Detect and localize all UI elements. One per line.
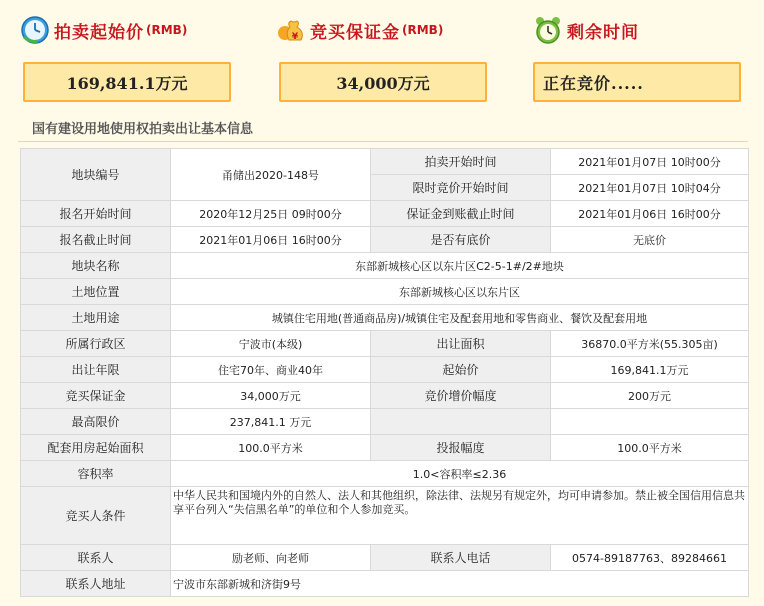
table-row: [21, 409, 749, 435]
table-row: [21, 201, 749, 227]
name-value: 东部新城核心区以东片区C2-5-1#/2#地块: [171, 253, 749, 279]
clock-icon: [20, 15, 50, 45]
start-price-label: 拍卖起始价: [54, 22, 144, 43]
housing-value: 100.0平方米: [171, 435, 371, 461]
limited-start-value: 2021年01月07日 10时04分: [551, 175, 749, 201]
start-price-row-value: 169,841.1万元: [551, 357, 749, 383]
empty-cell: [371, 409, 551, 435]
reg-end-value: 2021年01月06日 16时00分: [171, 227, 371, 253]
table-row: [21, 383, 749, 409]
svg-text:¥: ¥: [291, 32, 299, 42]
plot-no-label: 地块编号: [21, 149, 171, 201]
remaining-block: [533, 0, 644, 93]
deposit-deadline-value: 2021年01月06日 16时00分: [551, 201, 749, 227]
auction-start-label: 拍卖开始时间: [371, 149, 551, 175]
far-value: 1.0<容积率≤2.36: [171, 461, 749, 487]
table-row: [21, 487, 749, 545]
reserve-label: 是否有底价: [371, 227, 551, 253]
contact-label: 联系人: [21, 545, 171, 571]
auction-start-value: 2021年01月07日 10时00分: [551, 149, 749, 175]
conditions-value: 中华人民共和国境内外的自然人、法人和其他组织，除法律、法规另有规定外，均可申请参加。禁止被全国信用信息共享平台列入“失信黑名单”的单位和个人参加竞买。: [171, 487, 749, 545]
table-row: [21, 305, 749, 331]
housing-label: 配套用房起始面积: [21, 435, 171, 461]
deposit-unit: (RMB): [402, 23, 444, 37]
reg-end-label: 报名截止时间: [21, 227, 171, 253]
address-value: 宁波市东部新城和济街9号: [171, 571, 749, 597]
increment-label: 竞价增价幅度: [371, 383, 551, 409]
phone-value: 0574-89187763、89284661: [551, 545, 749, 571]
reserve-value: 无底价: [551, 227, 749, 253]
far-label: 容积率: [21, 461, 171, 487]
remaining-value: 正在竞价.....: [533, 62, 741, 102]
table-row: [21, 227, 749, 253]
location-label: 土地位置: [21, 279, 171, 305]
area-label: 出让面积: [371, 331, 551, 357]
max-price-value: 237,841.1 万元: [171, 409, 371, 435]
area-value: 36870.0平方米(55.305亩): [551, 331, 749, 357]
summary-bar: [0, 0, 764, 110]
bid-increment-value: 100.0平方米: [551, 435, 749, 461]
phone-label: 联系人电话: [371, 545, 551, 571]
increment-value: 200万元: [551, 383, 749, 409]
table-row: [21, 357, 749, 383]
section-title: 国有建设用地使用权拍卖出让基本信息: [18, 114, 748, 142]
plot-no-value: 甬储出2020-148号: [171, 149, 371, 201]
alarm-clock-icon: [533, 15, 563, 45]
reg-start-label: 报名开始时间: [21, 201, 171, 227]
deposit-deadline-label: 保证金到账截止时间: [371, 201, 551, 227]
money-bag-icon: [276, 15, 306, 45]
deposit-row-label: 竞买保证金: [21, 383, 171, 409]
district-label: 所属行政区: [21, 331, 171, 357]
start-price-value: 169,841.1万元: [23, 62, 231, 102]
empty-cell: [551, 409, 749, 435]
table-row: [21, 461, 749, 487]
table-row: [21, 435, 749, 461]
reg-start-value: 2020年12月25日 09时00分: [171, 201, 371, 227]
limited-start-label: 限时竞价开始时间: [371, 175, 551, 201]
bid-increment-label: 投报幅度: [371, 435, 551, 461]
term-label: 出让年限: [21, 357, 171, 383]
use-label: 土地用途: [21, 305, 171, 331]
start-price-block: [20, 0, 188, 93]
table-row: [21, 331, 749, 357]
term-value: 住宅70年、商业40年: [171, 357, 371, 383]
contact-value: 励老师、向老师: [171, 545, 371, 571]
deposit-value: 34,000万元: [279, 62, 487, 102]
start-price-row-label: 起始价: [371, 357, 551, 383]
use-value: 城镇住宅用地(普通商品房)/城镇住宅及配套用地和零售商业、餐饮及配套用地: [171, 305, 749, 331]
start-price-unit: (RMB): [146, 23, 188, 37]
table-row: [21, 149, 749, 175]
table-row: [21, 253, 749, 279]
address-label: 联系人地址: [21, 571, 171, 597]
deposit-row-value: 34,000万元: [171, 383, 371, 409]
table-row: [21, 545, 749, 571]
district-value: 宁波市(本级): [171, 331, 371, 357]
deposit-block: [276, 0, 444, 93]
location-value: 东部新城核心区以东片区: [171, 279, 749, 305]
max-price-label: 最高限价: [21, 409, 171, 435]
name-label: 地块名称: [21, 253, 171, 279]
conditions-label: 竞买人条件: [21, 487, 171, 545]
remaining-label: 剩余时间: [567, 22, 639, 43]
land-info-table: [20, 148, 749, 597]
table-row: [21, 279, 749, 305]
deposit-label: 竞买保证金: [310, 22, 400, 43]
table-row: [21, 571, 749, 597]
